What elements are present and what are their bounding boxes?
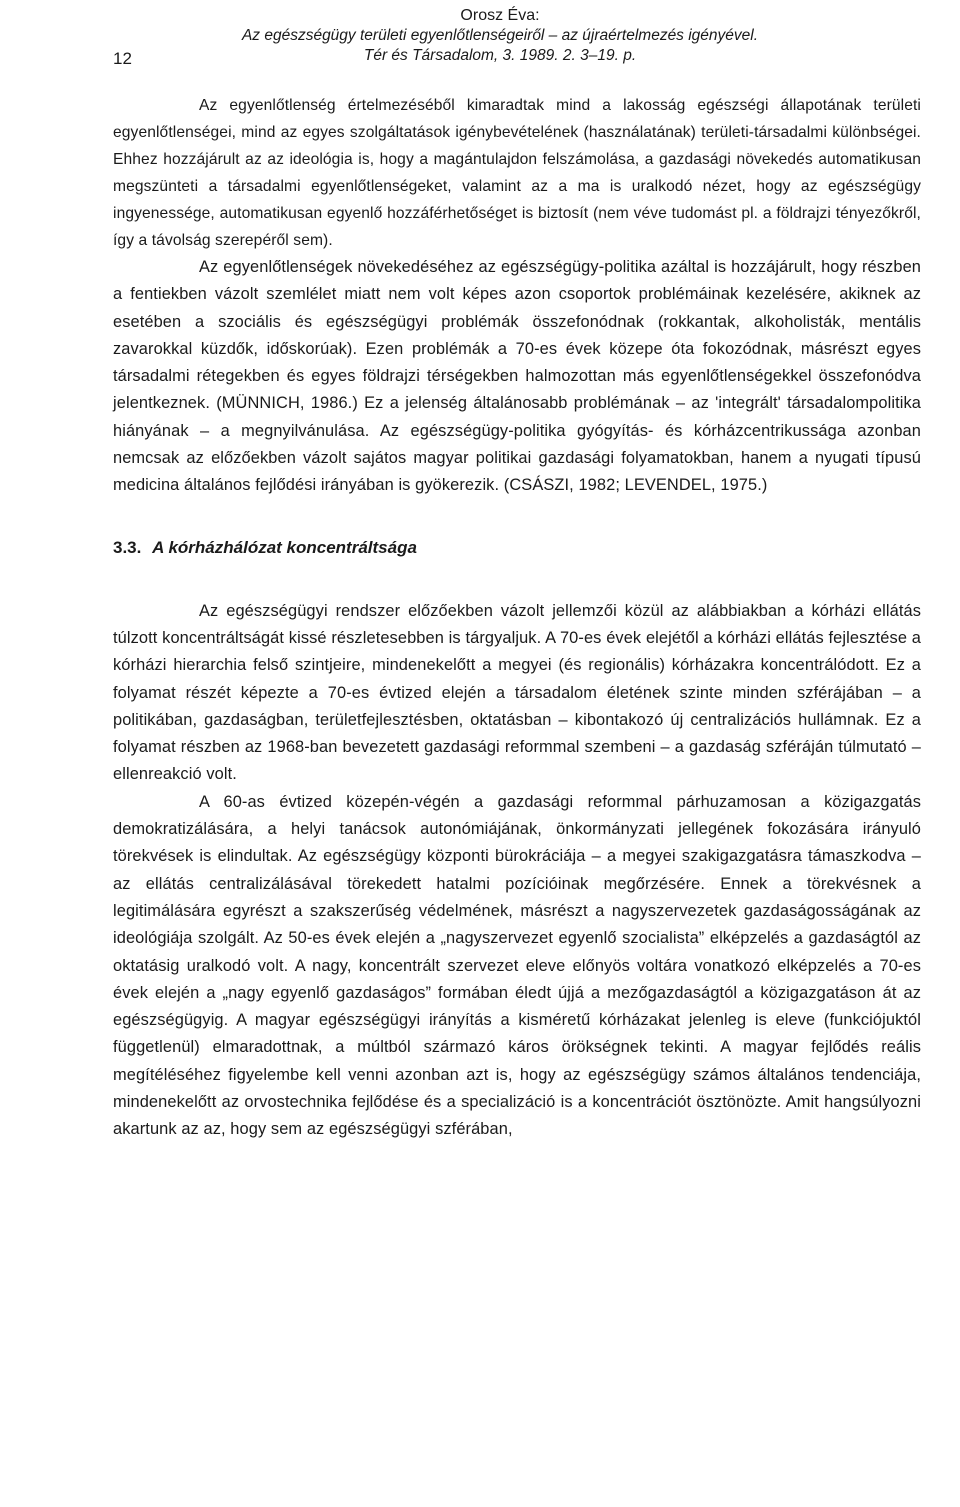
page-body — [113, 92, 921, 1144]
body-paragraph: Az egyenlőtlenség értelmezéséből kimaradtak mind a lakosság egészségi állapotának területi egyenlőtlenségei, mind az egyes szolgáltatások igénybevételének (használatának) területi-társadalmi különbségei. Ehhez hozzájárult az az ideológia is, hogy a magántulajdon felszámolása, a gazdasági növekedés automatikusan megszünteti a társadalmi egyenlőtlenségeket, valamint az a ma is uralkodó nézet, hogy az egészségügy ingyenessége, automatikusan egyenlő hozzáférhetőséget is biztosít (nem véve tudomást pl. a földrajzi tényezőkről, így a távolság szerepéről sem). — [113, 97, 921, 249]
body-paragraph: Az egyenlőtlenségek növekedéséhez az egészségügy-politika azáltal is hozzájárult, hogy részben a fentiekben vázolt szemlélet miatt nem volt képes azon csoportok problémáinak kezelésére, akiknek az esetében a szociális és egészségügyi problémák összefonódnak (rokkantak, alkoholisták, mentális zavarokkal küzdők, időskorúak). Ezen problémák a 70-es évek közepe óta fokozódnak, másrészt egyes társadalmi rétegekben és egyes földrajzi térségekben halmozottan más egyenlőtlenségekkel összefonódva jelentkeznek. (MÜNNICH, 1986.) Ez a jelenség általánosabb problémának – az 'integrált' társadalompolitika hiányának – a megnyilvánulása. Az egészségügy-politika gyógyítás- és kórházcentrikussága azonban nemcsak az előzőekben vázolt sajátos magyar politikai gazdasági folyamatokban, hanem a nyugati típusú medicina általános fejlődési irányában is gyökerezik. (CSÁSZI, 1982; LEVENDEL, 1975.) — [113, 258, 921, 495]
header-title: Az egészségügy területi egyenlőtlenségeiről – az újraértelmezés igényével. — [241, 27, 759, 44]
page-number: 12 — [113, 49, 132, 68]
section-title: A kórházhálózat koncentráltsága — [152, 537, 417, 557]
section-number: 3.3. — [113, 537, 142, 557]
body-paragraph: A 60-as évtized közepén-végén a gazdasági reformmal párhuzamosan a közigazgatás demokratizálására, a helyi tanácsok autonómiájának, önkormányzati jellegének fokozására irányuló törekvések is elindultak. Az egészségügy központi bürokráciája – a megyei szakigazgatásra támaszkodva – az ellátás centralizálásával törekedett hatalmi pozícióinak megőrzésére. Ennek a törekvésnek a legitimálására egyrészt a szakszerűség védelmének, másrészt a nagyszervezetek gazdaságosságának az ideológiája szolgált. Az 50-es évek elején a „nagyszervezet egyenlő szocialista” elképzelés a gazdaságtól az oktatásig uralkodó volt. A nagy, koncentrált szervezet eleve előnyös voltára vonatkozó elképzelés a 70-es évek elején a „nagy egyenlő gazdaságos” formában éledt újjá a mezőgazdaságtól a közigazgatáson át az egészségügyig. A magyar egészségügyi irányítás a kisméretű kórházakat jelenleg is eleve (funkciójuktól függetlenül) elmaradottnak, a múltból származó káros örökségnek tekinti. A magyar fejlődés reális megítéléséhez figyelembe kell venni azonban azt is, hogy az egészségügy számos általános tendenciája, mindenekelőtt az orvostechnika fejlődése és a specializáció is a koncentrációt ösztönözte. Amit hangsúlyozni akartunk az az, hogy sem az egészségügyi szférában, — [113, 792, 921, 1139]
section-heading — [113, 534, 921, 561]
body-paragraph: Az egészségügyi rendszer előzőekben vázolt jellemzői közül az alábbiakban a kórházi ellátás túlzott koncentráltságát kissé részletesebben is tárgyaljuk. A 70-es évek elejétől a kórházi ellátás fejlesztése a kórházi hierarchia felső szintjeire, mindenekelőtt a megyei (és regionális) kórházakra koncentrálódott. Ez a folyamat részét képezte a 70-es évtized elején a társadalom életének szinte minden szférájában – a politikában, gazdaságban, területfejlesztésben, oktatásban – kibontakozó új centralizációs hullámnak. Ez a folyamat részben az 1968-ban bevezetett gazdasági reformmal szembeni – a gazdaság szféráján túlmutató – ellenreakció volt. — [113, 601, 921, 784]
header-author: Orosz Éva: — [460, 7, 540, 24]
running-header — [160, 6, 840, 66]
header-source: Tér és Társadalom, 3. 1989. 2. 3–19. p. — [363, 47, 637, 64]
